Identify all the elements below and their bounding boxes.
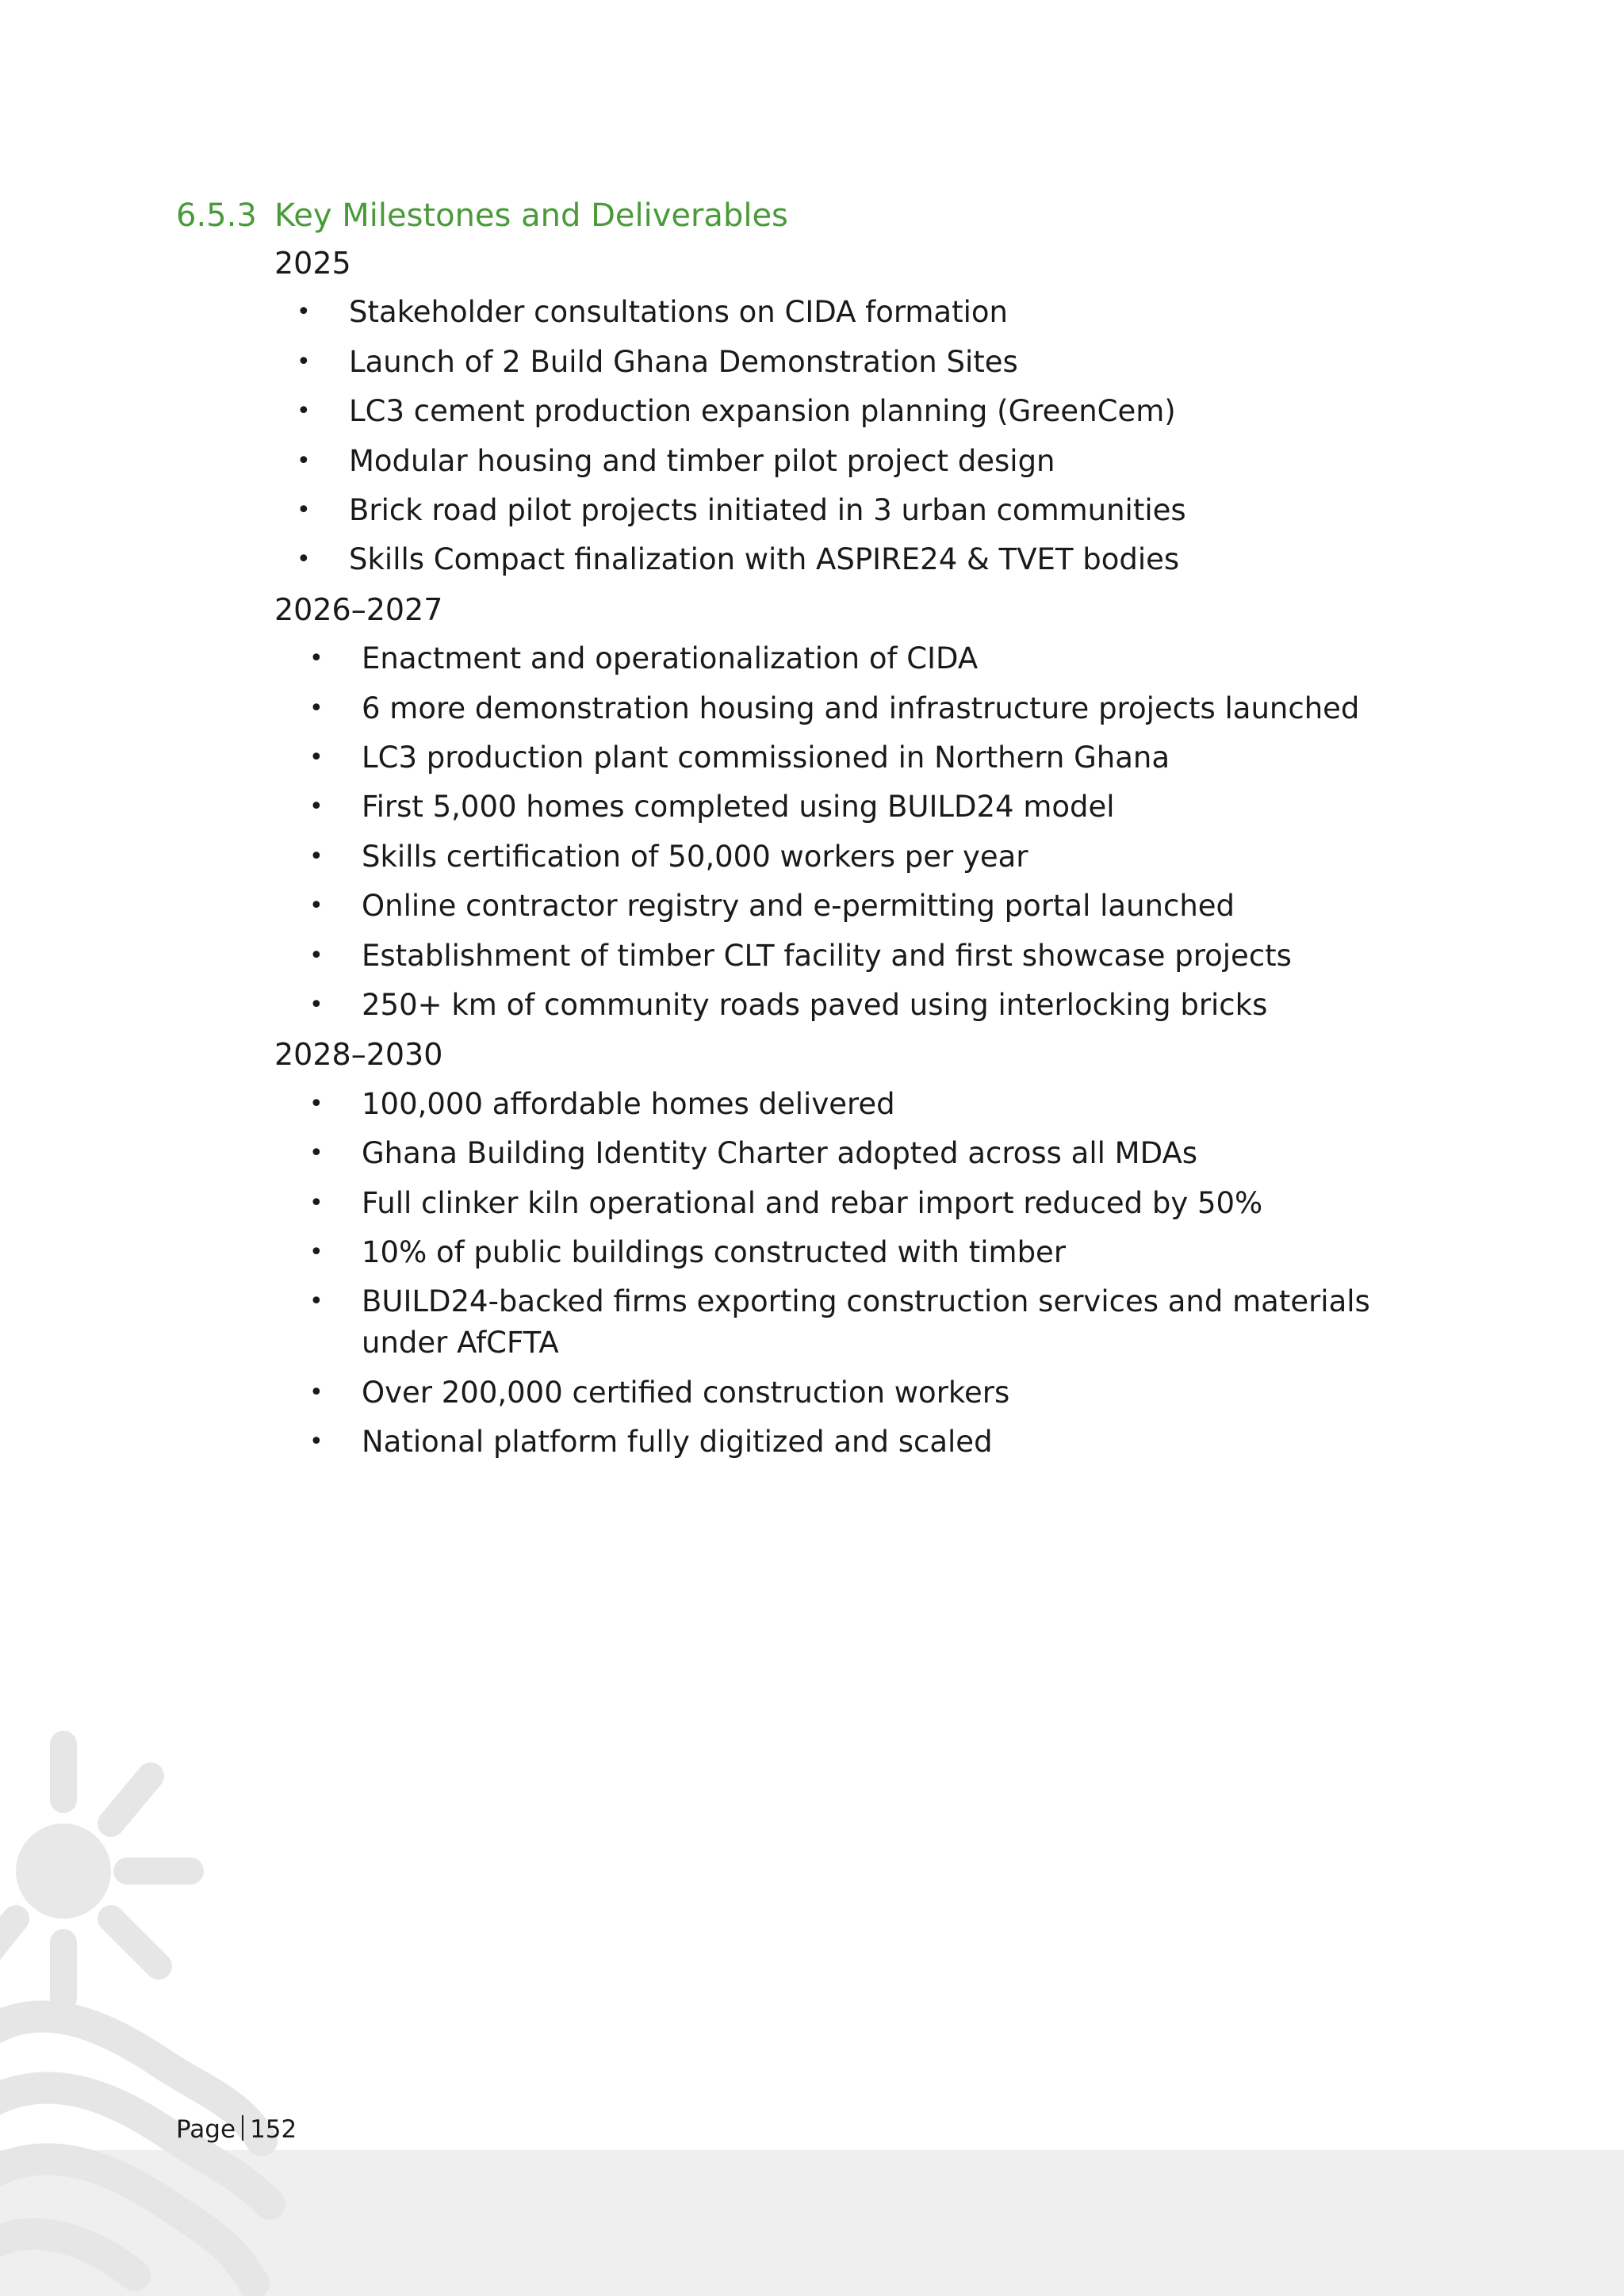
list-item: Skills certification of 50,000 workers per year <box>362 839 1028 874</box>
list-item: National platform fully digitized and scaled <box>362 1425 993 1460</box>
bullet-icon: • <box>309 941 324 970</box>
bullet-icon: • <box>309 1288 324 1316</box>
list-item: Online contractor registry and e-permitting portal launched <box>362 889 1235 924</box>
list-item: 250+ km of community roads paved using interlocking bricks <box>362 988 1268 1022</box>
list-item: Enactment and operationalization of CIDA <box>362 641 979 676</box>
list-item: Skills Compact finalization with ASPIRE24 & TVET bodies <box>349 542 1180 577</box>
bullet-icon: • <box>309 694 324 722</box>
bullet-icon: • <box>297 298 311 327</box>
bullet-icon: • <box>297 397 311 426</box>
list-item: LC3 production plant commissioned in Northern Ghana <box>362 740 1170 775</box>
bullet-icon: • <box>297 446 311 475</box>
list-item: Stakeholder consultations on CIDA formation <box>349 295 1008 330</box>
list-item: First 5,000 homes completed using BUILD24 model <box>362 790 1115 825</box>
bullet-icon: • <box>309 842 324 871</box>
list-item: 10% of public buildings constructed with timber <box>362 1235 1067 1269</box>
bullet-icon: • <box>309 1428 324 1456</box>
section-title: Key Milestones and Deliverables <box>274 197 788 234</box>
bullet-icon: • <box>309 991 324 1019</box>
list-item: 100,000 affordable homes delivered <box>362 1086 895 1121</box>
list-item: LC3 cement production expansion planning (GreenCem) <box>349 394 1176 429</box>
list-item: Establishment of timber CLT facility and first showcase projects <box>362 938 1292 973</box>
list-item: Launch of 2 Build Ghana Demonstration Sites <box>349 344 1018 379</box>
bullet-icon: • <box>297 545 311 574</box>
list-item: 6 more demonstration housing and infrastructure projects launched <box>362 691 1360 725</box>
page-label: Page <box>176 2115 236 2144</box>
page-footer <box>176 2112 297 2147</box>
bullet-icon: • <box>309 1139 324 1168</box>
list-item: Brick road pilot projects initiated in 3 urban communities <box>349 493 1186 527</box>
bullet-icon: • <box>309 645 324 673</box>
bullet-icon: • <box>309 892 324 920</box>
bullet-icon: • <box>309 1238 324 1266</box>
list-item: Ghana Building Identity Charter adopted across all MDAs <box>362 1136 1198 1171</box>
year-heading: 2026–2027 <box>274 591 443 627</box>
list-item: BUILD24-backed firms exporting construction services and materials under AfCFTA <box>362 1284 1370 1360</box>
bullet-icon: • <box>309 744 324 771</box>
bullet-icon: • <box>309 1089 324 1118</box>
section-number: 6.5.3 <box>176 197 257 234</box>
year-heading: 2025 <box>274 246 351 281</box>
list-item: Over 200,000 certified construction workers <box>362 1375 1010 1410</box>
bullet-icon: • <box>309 1188 324 1217</box>
year-heading: 2028–2030 <box>274 1037 443 1073</box>
bullet-icon: • <box>297 347 311 376</box>
section-heading <box>176 193 788 238</box>
emblem-watermark-icon <box>0 1728 301 2296</box>
page-number: 152 <box>250 2115 297 2144</box>
list-item: Full clinker kiln operational and rebar import reduced by 50% <box>362 1185 1263 1220</box>
bullet-icon: • <box>309 793 324 821</box>
page-separator <box>242 2115 243 2141</box>
bullet-icon: • <box>309 1378 324 1406</box>
list-item: Modular housing and timber pilot project design <box>349 443 1055 478</box>
bullet-icon: • <box>297 496 311 524</box>
